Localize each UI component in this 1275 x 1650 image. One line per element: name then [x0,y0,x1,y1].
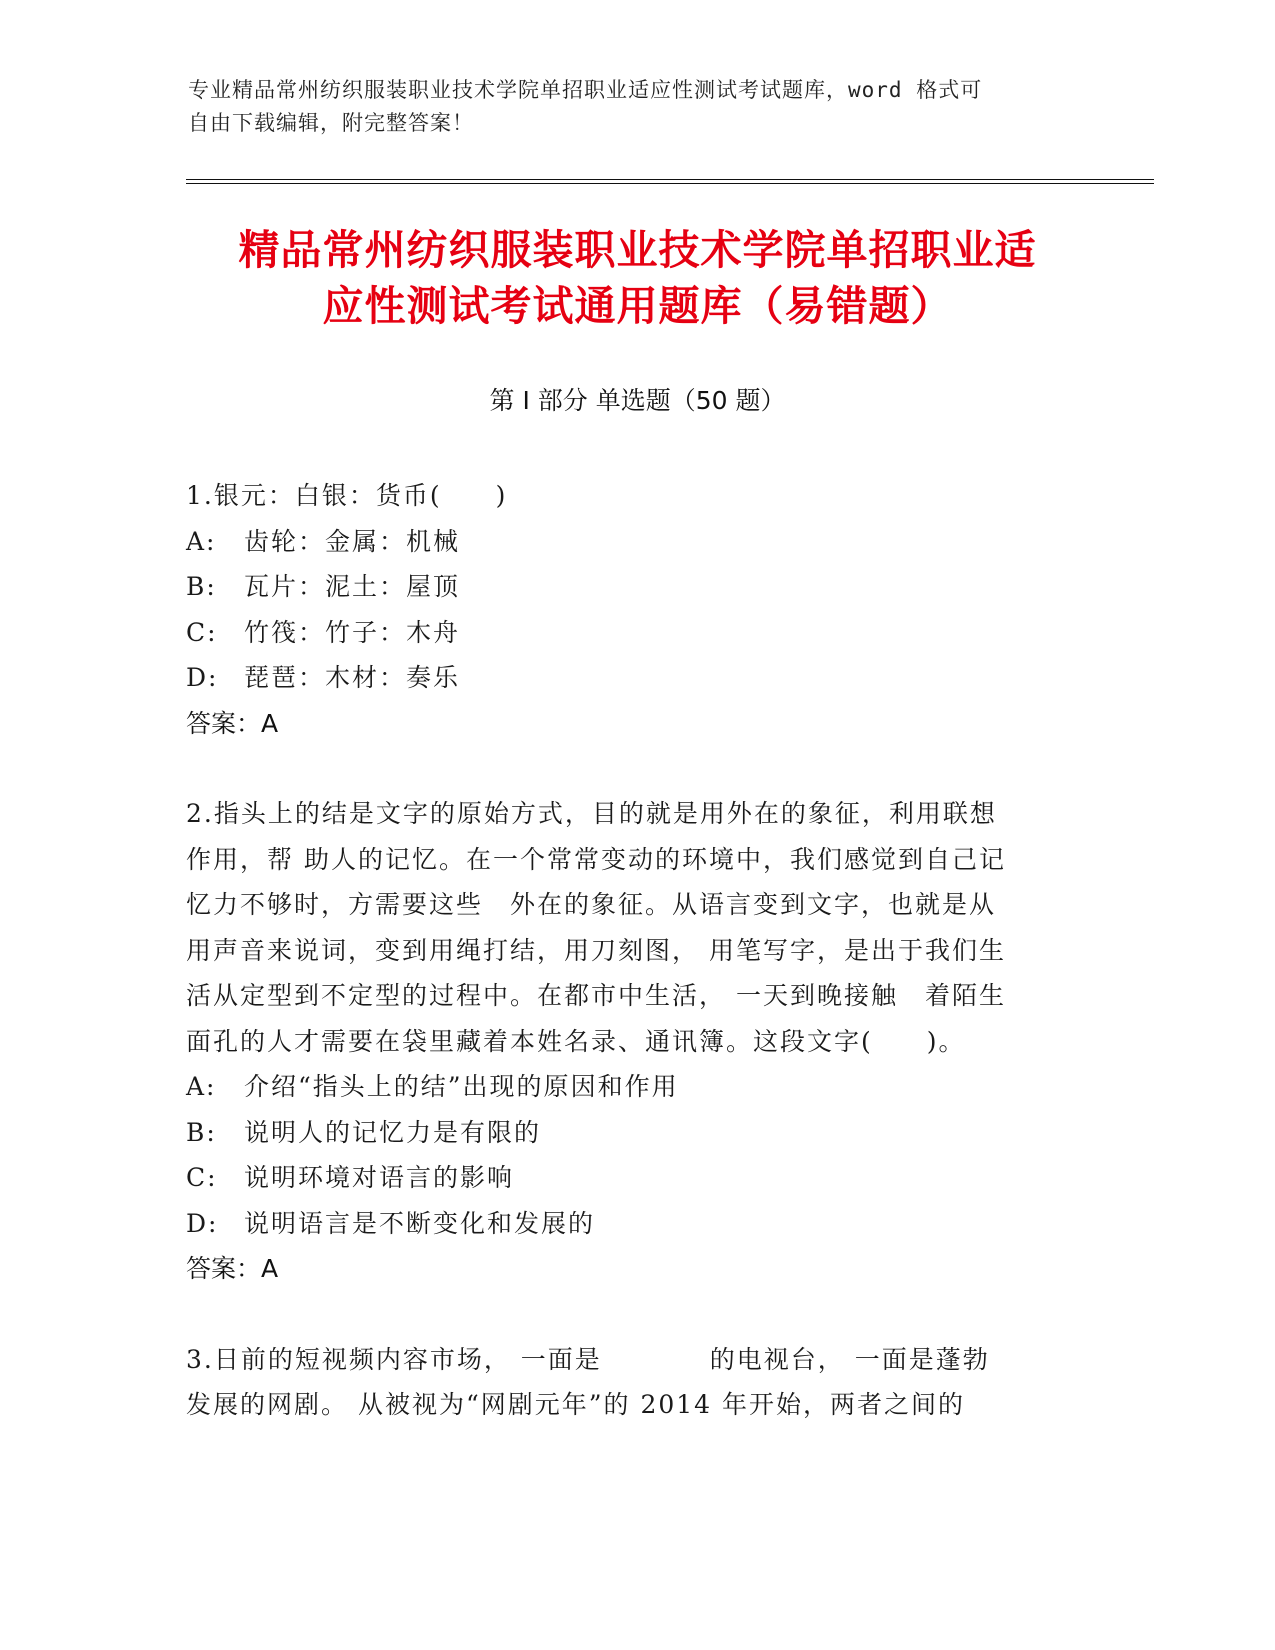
question-3-stem-line: 发展的网剧。 从被视为“网剧元年”的 2014 年开始，两者之间的 [186,1390,966,1419]
document-title-line-2: 应性测试考试通用题库（易错题） [322,282,953,330]
question-2-option-a [186,1064,1086,1110]
question-1 [186,473,1086,746]
question-2 [186,791,1086,1292]
question-1-option-a [186,519,1086,565]
document-title-line-1: 精品常州纺织服装职业技术学院单招职业适 [238,226,1037,274]
question-2-stem-line: 2.指头上的结是文字的原始方式，目的就是用外在的象征，利用联想 [186,799,997,828]
question-list [186,473,1086,1473]
option-key: C: [186,617,218,647]
option-text: 说明语言是不断变化和发展的 [244,1208,596,1238]
question-2-option-b [186,1110,1086,1156]
question-2-stem-line: 作用，帮 助人的记忆。在一个常常变动的环境中，我们感觉到自己记 [186,844,1006,874]
question-2-stem-line: 面孔的人才需要在袋里藏着本姓名录、通讯簿。这段文字( )。 [186,1026,966,1056]
question-1-option-d [186,655,1086,701]
option-key: C: [186,1163,218,1192]
option-key: A: [186,526,217,556]
option-text: 齿轮：金属：机械 [244,526,461,556]
option-text: 瓦片：泥土：屋顶 [244,572,461,601]
option-text: 说明人的记忆力是有限的 [244,1117,542,1147]
header-note [188,74,1088,140]
document-title [150,222,1125,334]
option-key: B: [186,1117,217,1147]
question-2-stem-line: 活从定型到不定型的过程中。在都市中生活， 一天到晚接触 着陌生 [186,981,1006,1010]
option-text: 介绍“指头上的结”出现的原因和作用 [244,1072,679,1101]
header-note-line-2: 自由下载编辑，附完整答案！ [188,111,474,135]
option-text: 竹筏：竹子：木舟 [244,617,461,647]
option-text: 琵琶：木材：奏乐 [244,663,461,692]
question-2-option-c [186,1155,1086,1201]
option-key: B: [186,572,217,601]
option-text: 说明环境对语言的影响 [244,1163,515,1192]
question-2-stem-line: 忆力不够时，方需要这些 外在的象征。从语言变到文字，也就是从 [186,890,997,919]
question-3-stem-line: 3.日前的短视频内容市场， 一面是 的电视台， 一面是蓬勃 [186,1344,990,1374]
section-title: 第 I 部分 单选题（50 题） [489,386,786,415]
question-1-answer: 答案：A [186,708,279,738]
header-note-line-1: 专业精品常州纺织服装职业技术学院单招职业适应性测试考试题库，word 格式可 [188,78,983,102]
question-3 [186,1337,1086,1428]
question-2-option-d [186,1201,1086,1247]
question-1-option-b [186,564,1086,610]
header-divider [186,179,1154,184]
option-key: A: [186,1072,217,1101]
question-2-stem-line: 用声音来说词，变到用绳打结，用刀刻图， 用笔写字，是出于我们生 [186,935,1006,965]
option-key: D: [186,663,219,692]
question-1-option-c [186,610,1086,656]
option-key: D: [186,1208,219,1238]
question-1-stem-line: 1.银元：白银：货币( ) [186,481,508,510]
question-2-answer: 答案：A [186,1254,279,1283]
